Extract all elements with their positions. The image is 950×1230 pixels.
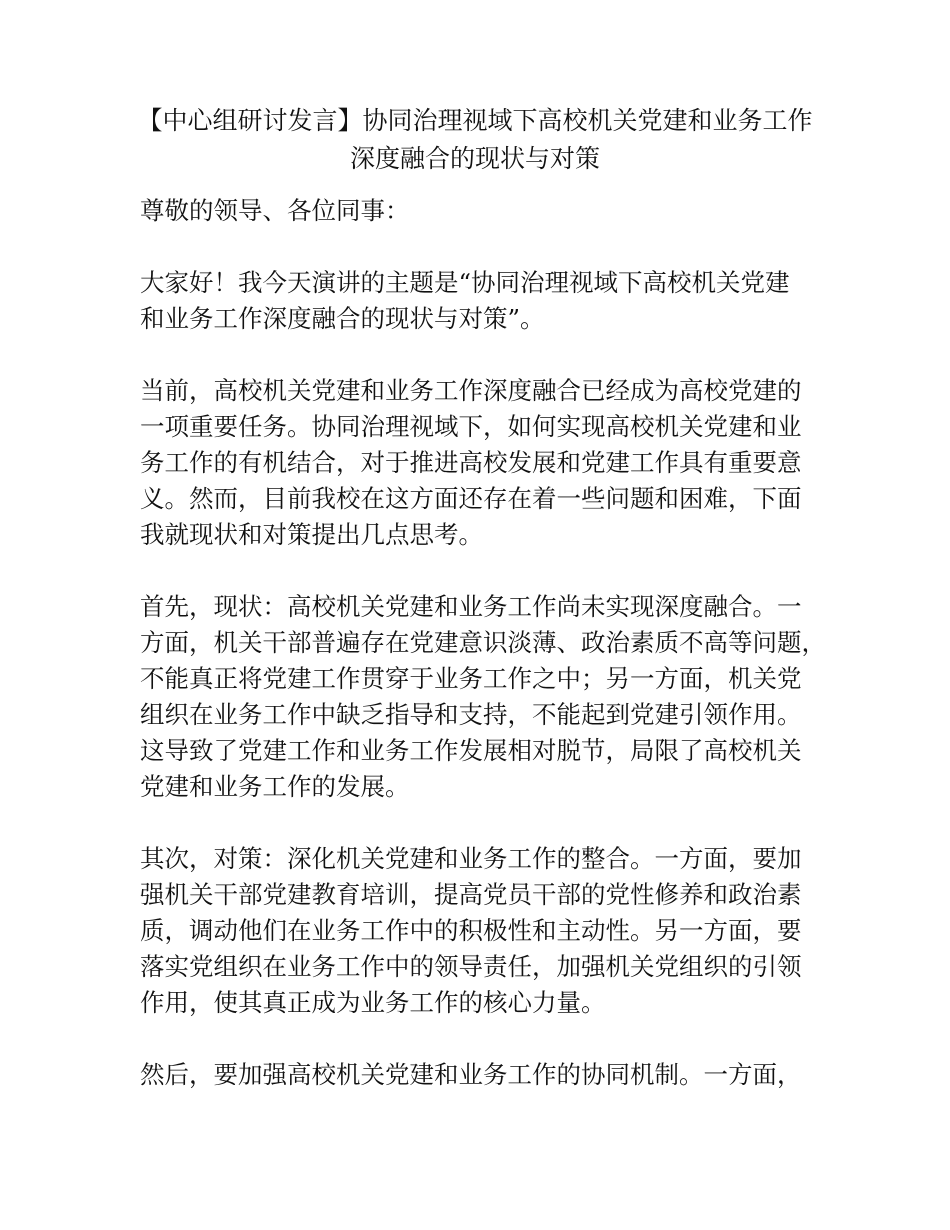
text-line: 这导致了党建工作和业务工作发展相对脱节，局限了高校机关 bbox=[140, 736, 802, 765]
text-line: 尊敬的领导、各位同事： bbox=[140, 196, 410, 225]
title-line-1: 【中心组研讨发言】协同治理视域下高校机关党建和业务工作 bbox=[137, 106, 813, 135]
greeting-paragraph bbox=[140, 265, 840, 337]
document-body bbox=[140, 193, 840, 1129]
text-line: 首先，现状：高校机关党建和业务工作尚未实现深度融合。一 bbox=[140, 592, 802, 621]
measures-paragraph bbox=[140, 841, 840, 1021]
text-line: 然后，要加强高校机关党建和业务工作的协同机制。一方面， bbox=[140, 1060, 802, 1089]
text-line: 落实党组织在业务工作中的领导责任，加强机关党组织的引领 bbox=[140, 952, 802, 981]
text-line: 我就现状和对策提出几点思考。 bbox=[140, 520, 483, 549]
text-line: 和业务工作深度融合的现状与对策”。 bbox=[140, 304, 545, 333]
document-title bbox=[130, 102, 820, 178]
text-line: 大家好！我今天演讲的主题是“协同治理视域下高校机关党建 bbox=[140, 268, 790, 297]
text-line: 强机关干部党建教育培训，提高党员干部的党性修养和政治素 bbox=[140, 880, 802, 909]
title-line-2: 深度融合的现状与对策 bbox=[349, 144, 600, 173]
text-line: 方面，机关干部普遍存在党建意识淡薄、政治素质不高等问题， bbox=[140, 628, 826, 657]
text-line: 质，调动他们在业务工作中的积极性和主动性。另一方面，要 bbox=[140, 916, 802, 945]
text-line: 一项重要任务。协同治理视域下，如何实现高校机关党建和业 bbox=[140, 412, 802, 441]
text-line: 务工作的有机结合，对于推进高校发展和党建工作具有重要意 bbox=[140, 448, 802, 477]
salutation-paragraph bbox=[140, 193, 840, 229]
text-line: 义。然而，目前我校在这方面还存在着一些问题和困难，下面 bbox=[140, 484, 802, 513]
text-line: 组织在业务工作中缺乏指导和支持，不能起到党建引领作用。 bbox=[140, 700, 802, 729]
status-paragraph bbox=[140, 589, 840, 805]
text-line: 其次，对策：深化机关党建和业务工作的整合。一方面，要加 bbox=[140, 844, 802, 873]
text-line: 作用，使其真正成为业务工作的核心力量。 bbox=[140, 988, 606, 1017]
text-line: 党建和业务工作的发展。 bbox=[140, 772, 410, 801]
text-line: 当前，高校机关党建和业务工作深度融合已经成为高校党建的 bbox=[140, 376, 802, 405]
text-line: 不能真正将党建工作贯穿于业务工作之中；另一方面，机关党 bbox=[140, 664, 802, 693]
mechanism-paragraph bbox=[140, 1057, 840, 1093]
intro-paragraph bbox=[140, 373, 840, 553]
